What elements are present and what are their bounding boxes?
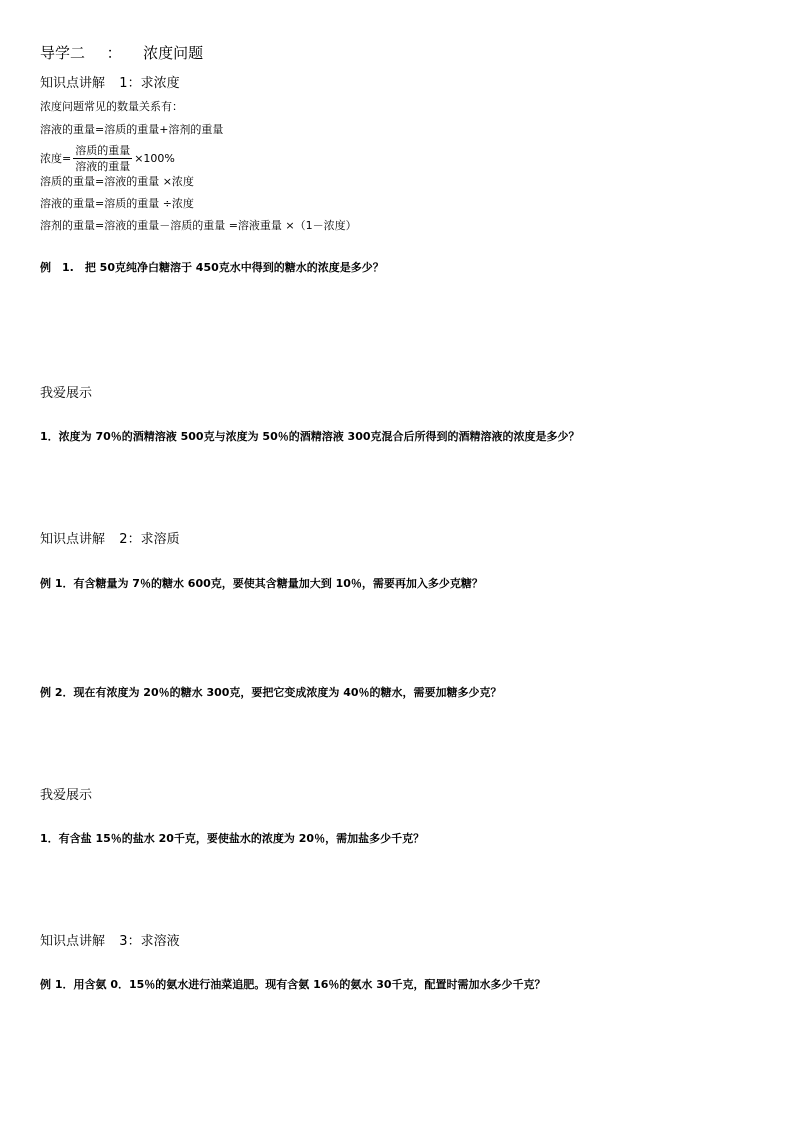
formula-concentration bbox=[40, 142, 175, 174]
show-1-heading: 我爱展示 bbox=[40, 386, 93, 401]
title-colon: ： bbox=[106, 44, 122, 62]
fraction-numerator: 溶质的重量 bbox=[75, 143, 131, 157]
title-right: 浓度问题 bbox=[143, 44, 204, 62]
title-left: 导学二 bbox=[40, 44, 86, 62]
formula-concentration-label: 浓度= bbox=[40, 152, 72, 165]
formula-solute-weight: 溶质的重量=溶液的重量 ×浓度 bbox=[40, 175, 194, 188]
formula-solution-from-solute: 溶液的重量=溶质的重量 ÷浓度 bbox=[40, 197, 194, 210]
formula-intro: 浓度问题常见的数量关系有： bbox=[40, 100, 183, 113]
formula-solution-weight: 溶液的重量=溶质的重量+溶剂的重量 bbox=[40, 123, 224, 136]
section-2-heading bbox=[40, 533, 180, 546]
section-1-example-1: 例 1. 把 50克纯净白糖溶于 450克水中得到的糖水的浓度是多少？ bbox=[40, 261, 384, 274]
section-1-heading-num: 1：求浓度 bbox=[119, 76, 180, 91]
section-2-example-1: 例 1．有含糖量为 7％的糖水 600克，要使其含糖量加大到 10％，需要再加入多少克糖？ bbox=[40, 577, 483, 590]
show-2-question-1: 1．有含盐 15％的盐水 20千克，要使盐水的浓度为 20％，需加盐多少千克？ bbox=[40, 832, 425, 845]
section-1-heading-prefix: 知识点讲解 bbox=[40, 76, 106, 91]
section-3-heading bbox=[40, 935, 180, 948]
page-title bbox=[40, 46, 203, 61]
formula-solvent-weight: 溶剂的重量=溶液的重量－溶质的重量 =溶液重量 ×（1－浓度） bbox=[40, 219, 357, 232]
fraction-denominator: 溶液的重量 bbox=[75, 159, 131, 173]
show-2-heading: 我爱展示 bbox=[40, 788, 93, 803]
fraction bbox=[73, 144, 132, 173]
section-1-heading bbox=[40, 77, 180, 90]
show-1-question-1: 1．浓度为 70％的酒精溶液 500克与浓度为 50％的酒精溶液 300克混合后所得到的酒精溶液的浓度是多少？ bbox=[40, 430, 580, 443]
formula-concentration-tail: ×100% bbox=[134, 151, 175, 165]
section-3-heading-num: 3：求溶液 bbox=[119, 934, 180, 949]
section-3-heading-prefix: 知识点讲解 bbox=[40, 934, 106, 949]
section-2-heading-prefix: 知识点讲解 bbox=[40, 532, 106, 547]
section-2-example-2: 例 2．现在有浓度为 20％的糖水 300克，要把它变成浓度为 40％的糖水，需要加糖多少克？ bbox=[40, 686, 502, 699]
section-2-heading-num: 2：求溶质 bbox=[119, 532, 180, 547]
section-3-example-1: 例 1．用含氨 0．15％的氨水进行油菜追肥。现有含氨 16％的氨水 30千克，配置时需加水多少千克？ bbox=[40, 978, 546, 991]
